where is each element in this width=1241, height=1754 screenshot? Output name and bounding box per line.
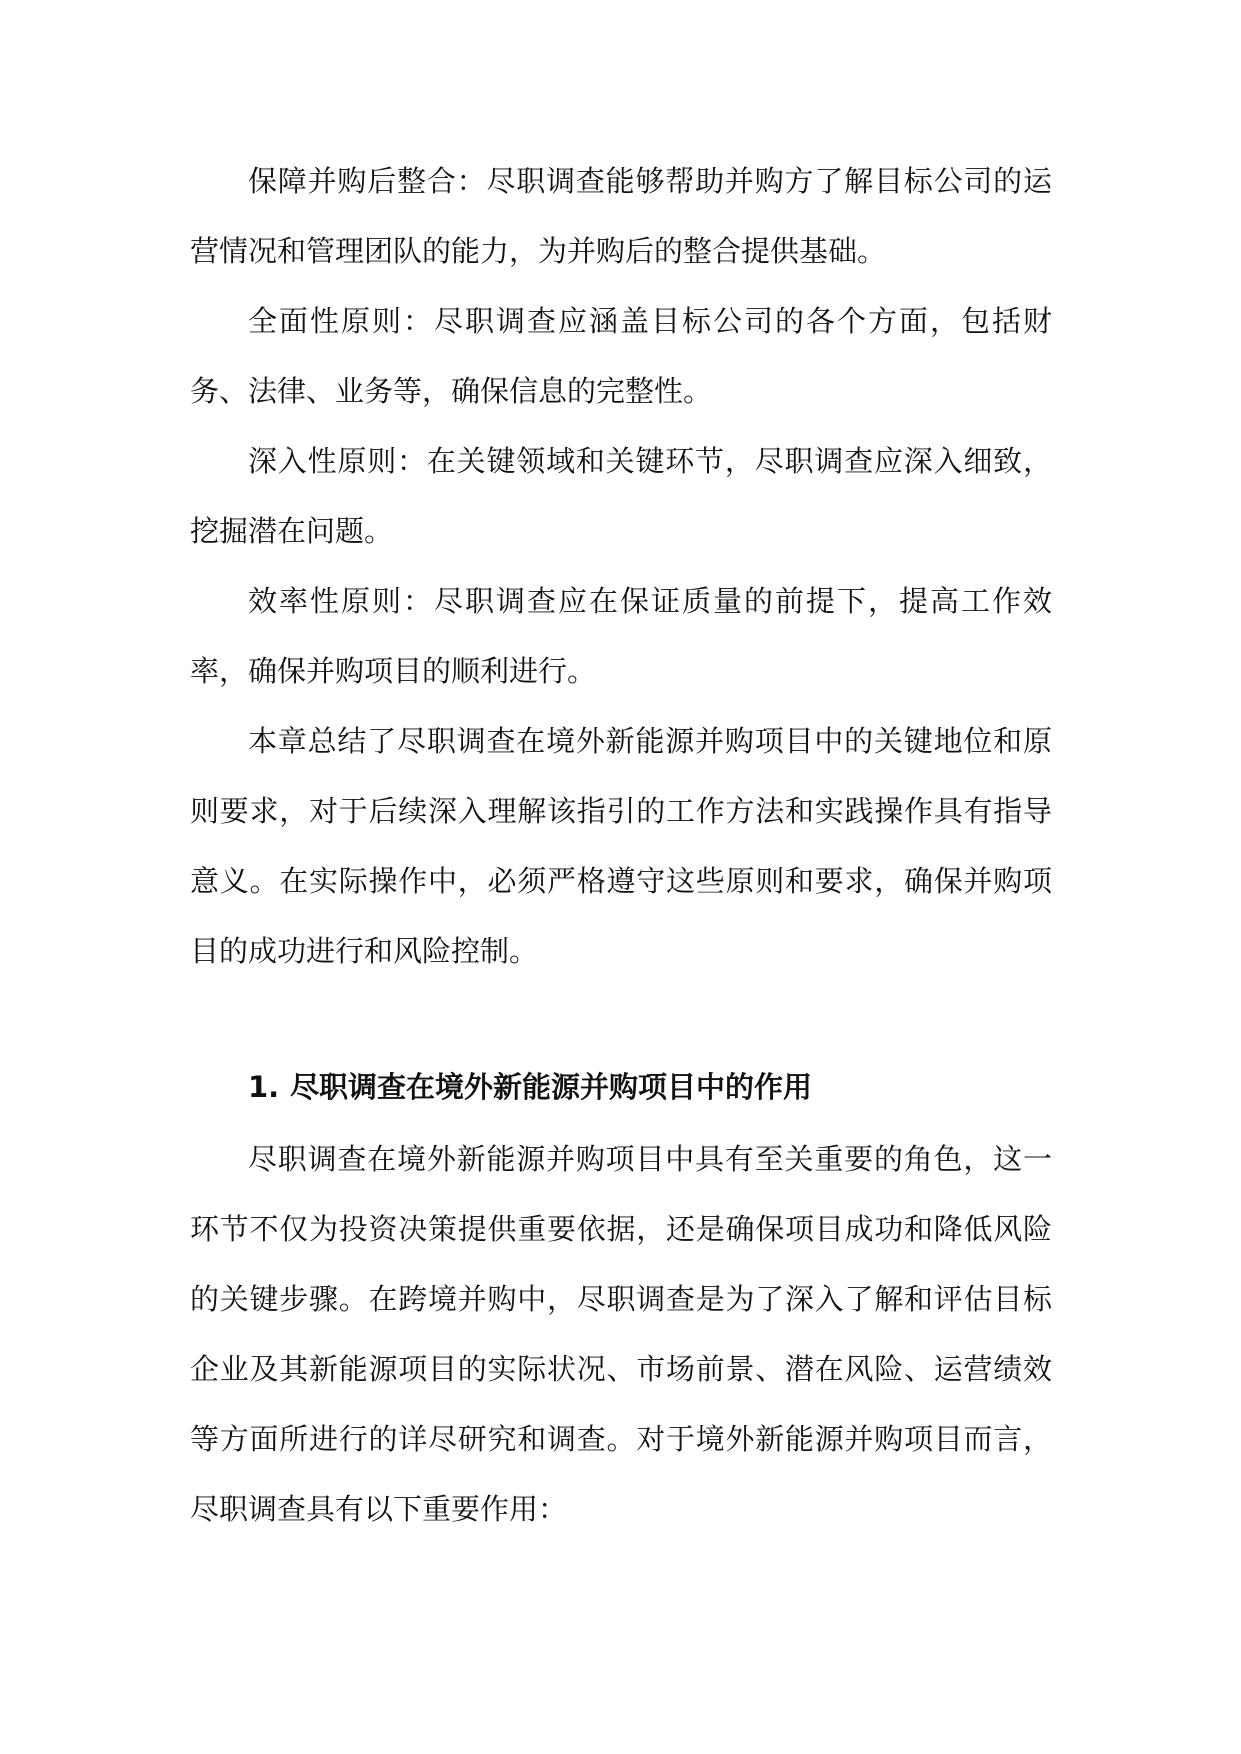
paragraph-depth-principle: 深入性原则：在关键领域和关键环节，尽职调查应深入细致，挖掘潜在问题。 [190,444,1052,548]
document-body [190,146,1052,1544]
paragraph-efficiency-principle: 效率性原则：尽职调查应在保证质量的前提下，提高工作效率，确保并购项目的顺利进行。 [190,584,1052,688]
section-heading-title: 尽职调查在境外新能源并购项目中的作用 [290,1070,813,1104]
section-heading [190,1052,1052,1122]
section-heading-number: 1. [248,1070,280,1104]
paragraph-comprehensiveness-principle: 全面性原则：尽职调查应涵盖目标公司的各个方面，包括财务、法律、业务等，确保信息的完整性。 [190,304,1052,408]
paragraph-post-merger-integration: 保障并购后整合：尽职调查能够帮助并购方了解目标公司的运营情况和管理团队的能力，为并购后的整合提供基础。 [190,164,1052,268]
paragraph-role-of-due-diligence: 尽职调查在境外新能源并购项目中具有至关重要的角色，这一环节不仅为投资决策提供重要依据，还是确保项目成功和降低风险的关键步骤。在跨境并购中，尽职调查是为了深入了解和评估目标企业及其新能源项目的实际状况、市场前景、潜在风险、运营绩效等方面所进行的详尽研究和调查。对于境外新能源并购项目而言，尽职调查具有以下重要作用： [190,1142,1052,1526]
paragraph-chapter-summary: 本章总结了尽职调查在境外新能源并购项目中的关键地位和原则要求，对于后续深入理解该指引的工作方法和实践操作具有指导意义。在实际操作中，必须严格遵守这些原则和要求，确保并购项目的成功进行和风险控制。 [190,724,1052,968]
